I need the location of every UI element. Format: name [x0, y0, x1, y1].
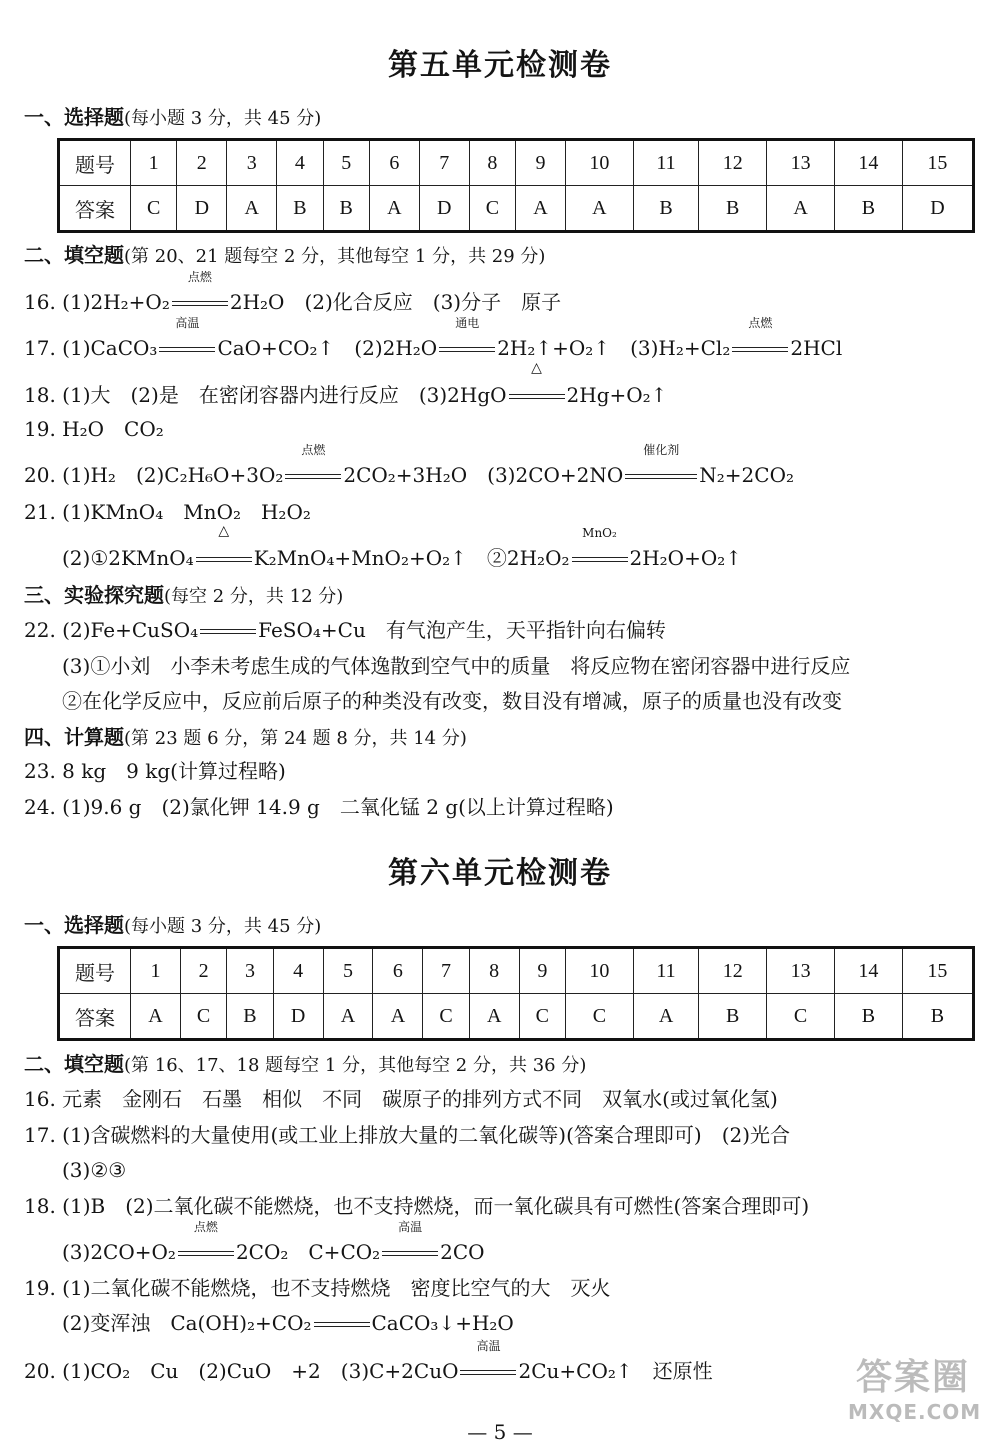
unit5-calc-heading: 四、计算题(第 23 题 6 分，第 24 题 8 分，共 14 分) — [24, 725, 467, 749]
table-row-numbers: 题号 1 2 3 4 5 6 7 8 9 10 11 12 13 14 15 — [59, 140, 974, 186]
unit6-q20: 20. (1)CO₂ Cu (2)CuO +2 (3)C+2CuO 高温 2Cu+CO₂↑ 还原性 — [24, 1339, 713, 1383]
unit5-choice-heading: 一、选择题(每小题 3 分，共 45 分) — [24, 105, 322, 129]
unit6-q17-2: (3)②③ — [62, 1158, 127, 1182]
unit5-exp-heading: 三、实验探究题(每空 2 分，共 12 分) — [24, 583, 344, 607]
unit6-q19-1: 19. (1)二氧化碳不能燃烧，也不支持燃烧 密度比空气的大 灭火 — [24, 1276, 611, 1300]
row-header-question: 题号 — [59, 140, 131, 186]
unit5-answer-table — [57, 138, 975, 233]
unit5-q16: 16. (1)2H₂+O₂ 点燃 2H₂O (2)化合反应 (3)分子 原子 — [24, 270, 562, 314]
unit5-q22-3: ②在化学反应中，反应前后原子的种类没有改变，数目没有增减，原子的质量也没有改变 — [62, 689, 842, 713]
unit5-q17: 17. (1)CaCO₃ 高温 CaO+CO₂↑ (2)2H₂O 通电 2H₂↑+O₂↑ (3)H₂+Cl₂ 点燃 2HCl — [24, 316, 843, 360]
watermark-logo: 答案圈 MXQE.COM — [848, 1357, 982, 1424]
unit6-answer-table — [57, 946, 975, 1041]
row-header-answer: 答案 — [59, 994, 131, 1040]
unit6-title: 第六单元检测卷 — [388, 856, 612, 891]
table-row-answers: 答案 C D A B B A D C A A B B A B D — [59, 186, 974, 232]
unit6-fill-heading: 二、填空题(第 16、17、18 题每空 1 分，其他每空 2 分，共 36 分) — [24, 1052, 587, 1076]
table-row-answers: 答案 A C B D A A C A C C A B C B B — [59, 994, 974, 1040]
unit5-q22-2: (3)①小刘 小李未考虑生成的气体逸散到空气中的质量 将反应物在密闭容器中进行反应 — [62, 654, 851, 678]
unit5-q18: 18. (1)大 (2)是 在密闭容器内进行反应 (3)2HgO △ 2Hg+O₂↑ — [24, 360, 668, 407]
unit5-q24: 24. (1)9.6 g (2)氯化钾 14.9 g 二氧化锰 2 g(以上计算过程略) — [24, 795, 614, 819]
table-row-numbers: 题号 1 2 3 4 5 6 7 8 9 10 11 12 13 14 15 — [59, 948, 974, 994]
unit5-fill-heading: 二、填空题(第 20、21 题每空 2 分，其他每空 1 分，共 29 分) — [24, 243, 546, 267]
unit5-title: 第五单元检测卷 — [388, 48, 612, 83]
unit5-q22-1: 22. (2)Fe+CuSO₄ FeSO₄+Cu 有气泡产生，天平指针向右偏转 — [24, 618, 666, 642]
row-header-question: 题号 — [59, 948, 131, 994]
unit5-q23: 23. 8 kg 9 kg(计算过程略) — [24, 759, 286, 783]
unit6-q16: 16. 元素 金刚石 石墨 相似 不同 碳原子的排列方式不同 双氧水(或过氧化氢) — [24, 1087, 778, 1111]
unit6-q18-2: (3)2CO+O₂ 点燃 2CO₂ C+CO₂ 高温 2CO — [62, 1220, 485, 1264]
unit6-q19-2: (2)变浑浊 Ca(OH)₂+CO₂ CaCO₃↓+H₂O — [62, 1311, 514, 1335]
unit5-q21-2: (2)①2KMnO₄ △ K₂MnO₄+MnO₂+O₂↑ ②2H₂O₂ MnO₂ 2H₂O+O₂↑ — [62, 523, 743, 570]
page-number: — 5 — — [467, 1420, 533, 1444]
unit5-q19: 19. H₂O CO₂ — [24, 417, 164, 441]
unit5-q21-1: 21. (1)KMnO₄ MnO₂ H₂O₂ — [24, 500, 311, 524]
unit6-q17-1: 17. (1)含碳燃料的大量使用(或工业上排放大量的二氧化碳等)(答案合理即可) (2)光合 — [24, 1123, 791, 1147]
row-header-answer: 答案 — [59, 186, 131, 232]
unit5-q20: 20. (1)H₂ (2)C₂H₆O+3O₂ 点燃 2CO₂+3H₂O (3)2CO+2NO 催化剂 N₂+2CO₂ — [24, 443, 794, 487]
unit6-choice-heading: 一、选择题(每小题 3 分，共 45 分) — [24, 913, 322, 937]
unit6-q18-1: 18. (1)B (2)二氧化碳不能燃烧，也不支持燃烧，而一氧化碳具有可燃性(答案合理即可) — [24, 1194, 810, 1218]
